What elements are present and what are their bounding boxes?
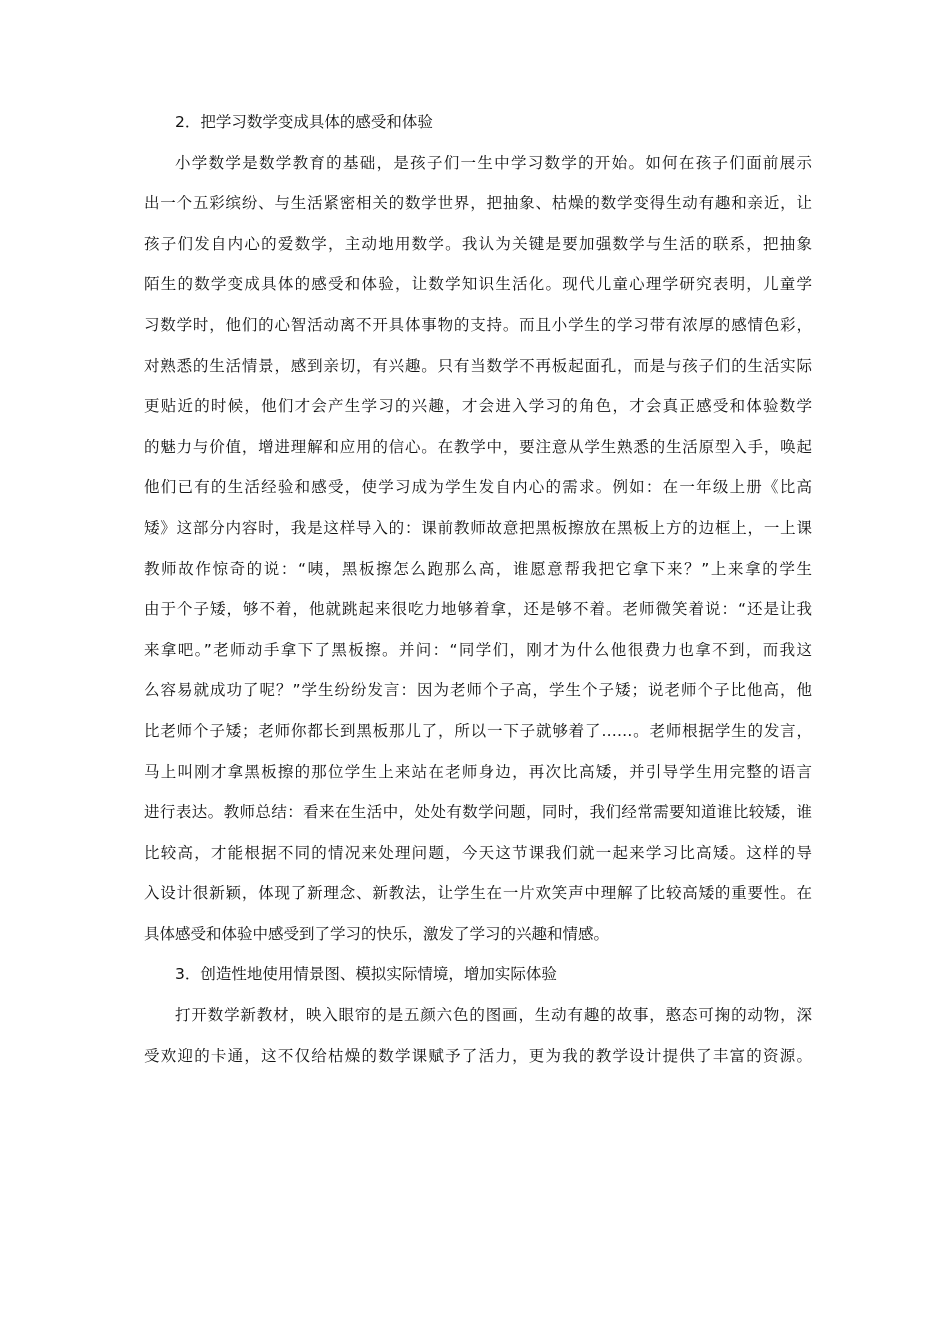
paragraph-line: 对熟悉的生活情景，感到亲切，有兴趣。只有当数学不再板起面孔，而是与孩子们的生活实际 xyxy=(144,356,812,375)
paragraph-line: 么容易就成功了呢？”学生纷纷发言：因为老师个子高，学生个子矮；说老师个子比他高，他 xyxy=(144,681,812,700)
paragraph-line: 打开数学新教材，映入眼帘的是五颜六色的图画，生动有趣的故事，憨态可掬的动物，深 xyxy=(175,1006,812,1025)
paragraph-line: 具体感受和体验中感受到了学习的快乐，激发了学习的兴趣和情感。 xyxy=(144,924,610,943)
paragraph-line: 由于个子矮，够不着，他就跳起来很吃力地够着拿，还是够不着。老师微笑着说：“还是让我 xyxy=(144,600,812,619)
paragraph-line: 马上叫刚才拿黑板擦的那位学生上来站在老师身边，再次比高矮，并引导学生用完整的语言 xyxy=(144,762,812,781)
paragraph-line: 习数学时，他们的心智活动离不开具体事物的支持。而且小学生的学习带有浓厚的感情色彩， xyxy=(144,315,812,334)
paragraph-line: 的魅力与价值，增进理解和应用的信心。在教学中，要注意从学生熟悉的生活原型入手，唤起 xyxy=(144,437,812,456)
paragraph-line: 他们已有的生活经验和感受，使学习成为学生发自内心的需求。例如：在一年级上册《比高 xyxy=(144,478,812,497)
paragraph-line: 陌生的数学变成具体的感受和体验，让数学知识生活化。现代儿童心理学研究表明，儿童学 xyxy=(144,275,812,294)
section-heading: 3．创造性地使用情景图、模拟实际情境，增加实际体验 xyxy=(175,965,557,984)
paragraph-line: 孩子们发自内心的爱数学，主动地用数学。我认为关键是要加强数学与生活的联系，把抽象 xyxy=(144,234,812,253)
paragraph-line: 比老师个子矮；老师你都长到黑板那儿了，所以一下子就够着了……。老师根据学生的发言， xyxy=(144,721,812,740)
paragraph-line: 小学数学是数学教育的基础，是孩子们一生中学习数学的开始。如何在孩子们面前展示 xyxy=(175,153,812,172)
paragraph-line: 出一个五彩缤纷、与生活紧密相关的数学世界，把抽象、枯燥的数学变得生动有趣和亲近，让 xyxy=(144,194,812,213)
paragraph-line: 来拿吧。”老师动手拿下了黑板擦。并问：“同学们，刚才为什么他很费力也拿不到，而我这 xyxy=(144,640,812,659)
paragraph-line: 入设计很新颖，体现了新理念、新教法，让学生在一片欢笑声中理解了比较高矮的重要性。在 xyxy=(144,884,812,903)
paragraph-line: 进行表达。教师总结：看来在生活中，处处有数学问题，同时，我们经常需要知道谁比较矮，谁 xyxy=(144,803,812,822)
paragraph-line: 受欢迎的卡通，这不仅给枯燥的数学课赋予了活力，更为我的教学设计提供了丰富的资源。 xyxy=(144,1046,812,1065)
paragraph-line: 教师故作惊奇的说：“咦，黑板擦怎么跑那么高，谁愿意帮我把它拿下来？”上来拿的学生 xyxy=(144,559,812,578)
paragraph-line: 比较高，才能根据不同的情况来处理问题，今天这节课我们就一起来学习比高矮。这样的导 xyxy=(144,843,812,862)
document-body xyxy=(144,112,812,1086)
section-heading: 2．把学习数学变成具体的感受和体验 xyxy=(175,113,433,131)
paragraph-line: 更贴近的时候，他们才会产生学习的兴趣，才会进入学习的角色，才会真正感受和体验数学 xyxy=(144,397,812,416)
paragraph-line: 矮》这部分内容时，我是这样导入的：课前教师故意把黑板擦放在黑板上方的边框上，一上课 xyxy=(144,518,812,537)
